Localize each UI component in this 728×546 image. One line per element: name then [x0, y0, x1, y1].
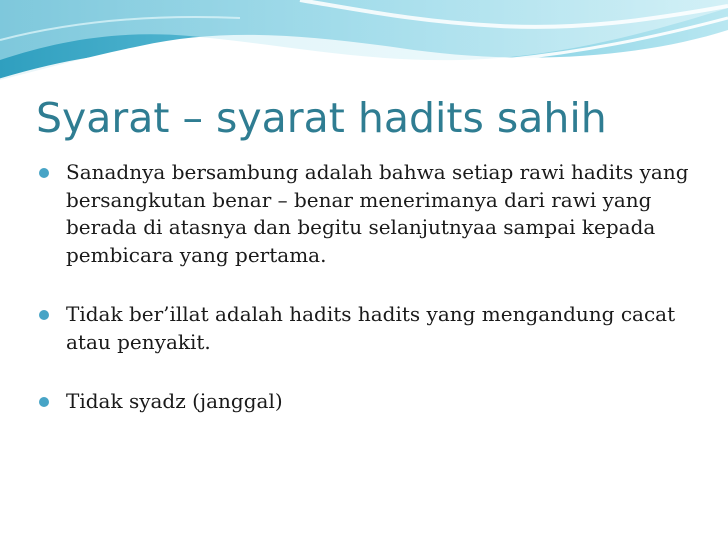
- bullet-dot-icon: [39, 310, 49, 320]
- bullet-text: Tidak ber’illat adalah hadits hadits yang mengandung cacat atau penyakit.: [66, 302, 676, 354]
- slide-title: Syarat – syarat hadits sahih: [36, 94, 607, 142]
- bullet-item: [38, 159, 698, 269]
- bullet-dot-icon: [39, 168, 49, 178]
- bullet-list: [38, 159, 698, 448]
- bullet-item: [38, 301, 698, 356]
- bullet-text: Tidak syadz (janggal): [66, 389, 283, 413]
- bullet-dot-icon: [39, 397, 49, 407]
- header-wave-decoration: [0, 0, 728, 90]
- bullet-text: Sanadnya bersambung adalah bahwa setiap rawi hadits yang bersangkutan benar – benar menerimanya dari rawi yang berada di atasnya dan begitu selanjutnyaa sampai kepada pembicara yang pertama.: [66, 160, 689, 267]
- bullet-item: [38, 388, 698, 416]
